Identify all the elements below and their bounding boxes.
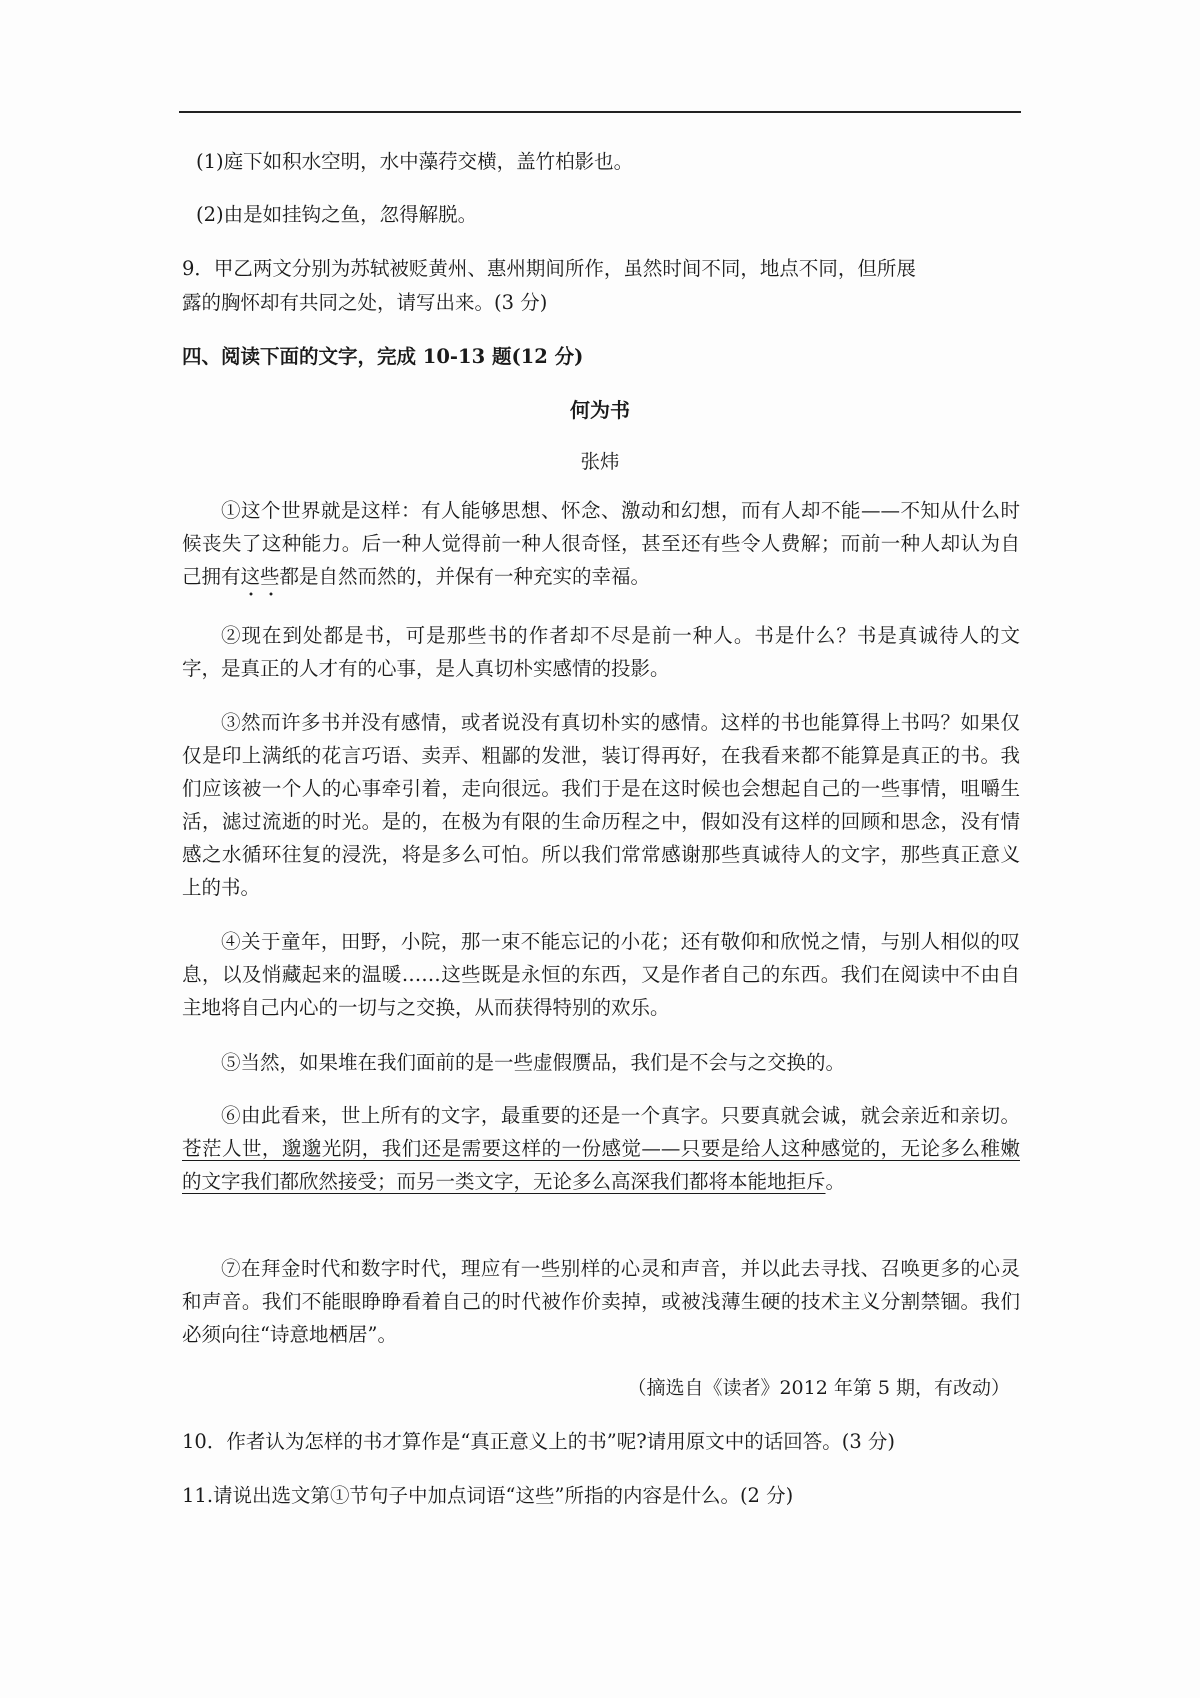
paragraph-6: [182, 1099, 1020, 1198]
paragraph-4: ④关于童年，田野，小院，那一束不能忘记的小花；还有敬仰和欣悦之情，与别人相似的叹息，以及悄藏起来的温暖……这些既是永恒的东西，又是作者自己的东西。我们在阅读中不由自主地将自己内心的一切与之交换，从而获得特别的欢乐。: [182, 930, 1020, 1019]
paragraph-6-end: 。: [825, 1170, 846, 1193]
q9-line-2: 露的胸怀却有共同之处，请写出来。(3 分): [182, 291, 548, 314]
underlined-passage: 苍茫人世，邈邈光阴，我们还是需要这样的一份感觉——只要是给人这种感觉的，无论多么稚嫩的文字我们都欣然接受；而另一类文字，无论多么高深我们都将本能地拒斥: [182, 1137, 1020, 1193]
q8-item-1: (1)庭下如积水空明，水中藻荇交横，盖竹柏影也。: [196, 150, 634, 173]
question-10: 10．作者认为怎样的书才算作是“真正意义上的书”呢?请用原文中的话回答。(3 分): [182, 1430, 896, 1453]
article-source: （摘选自《读者》2012 年第 5 期，有改动）: [627, 1377, 1010, 1399]
header-rule: [179, 111, 1021, 113]
paragraph-3: ③然而许多书并没有感情，或者说没有真切朴实的感情。这样的书也能算得上书吗？如果仅仅是印上满纸的花言巧语、卖弄、粗鄙的发泄，装订得再好，在我看来都不能算是真正的书。我们应该被一个人的心事牵引着，走向很远。我们于是在这时候也会想起自己的一些事情，咀嚼生活，滤过流逝的时光。是的，在极为有限的生命历程之中，假如没有这样的回顾和思念，没有情感之水循环往复的浸洗，将是多么可怕。所以我们常常感谢那些真诚待人的文字，那些真正意义上的书。: [182, 711, 1020, 899]
paragraph-1-text: ①这个世界就是这样：有人能够思想、怀念、激动和幻想，而有人却不能——不知从什么时候丧失了这种能力。后一种人觉得前一种人很奇怪，甚至还有些令人费解；而前一种人却认为自己拥有: [182, 499, 1020, 588]
question-11: 11.请说出选文第①节句子中加点词语“这些”所指的内容是什么。(2 分): [182, 1484, 794, 1507]
q9-line-1: 9．甲乙两文分别为苏轼被贬黄州、惠州期间所作，虽然时间不同，地点不同，但所展: [182, 257, 916, 280]
paragraph-7: ⑦在拜金时代和数字时代，理应有一些别样的心灵和声音，并以此去寻找、召唤更多的心灵和声音。我们不能眼睁睁看着自己的时代被作价卖掉，或被浅薄生硬的技术主义分割禁锢。我们必须向往“诗意地栖居”。: [182, 1257, 1020, 1346]
paragraph-5: ⑤当然，如果堆在我们面前的是一些虚假赝品，我们是不会与之交换的。: [221, 1051, 846, 1074]
emphasized-word: 这些: [240, 565, 280, 588]
q8-item-2: (2)由是如挂钩之鱼，忽得解脱。: [196, 203, 478, 226]
section-heading: 四、阅读下面的文字，完成 10-13 题(12 分): [182, 345, 584, 368]
paragraph-2: ②现在到处都是书，可是那些书的作者却不尽是前一种人。书是什么？书是真诚待人的文字，是真正的人才有的心事，是人真切朴实感情的投影。: [182, 624, 1020, 680]
paragraph-6-text: ⑥由此看来，世上所有的文字，最重要的还是一个真字。只要真就会诚，就会亲近和亲切。: [221, 1104, 1020, 1127]
article-title: 何为书: [570, 398, 630, 422]
paragraph-1: [182, 494, 1020, 593]
article-author: 张炜: [580, 450, 620, 473]
paragraph-1-text-end: 都是自然而然的，并保有一种充实的幸福。: [279, 565, 651, 588]
